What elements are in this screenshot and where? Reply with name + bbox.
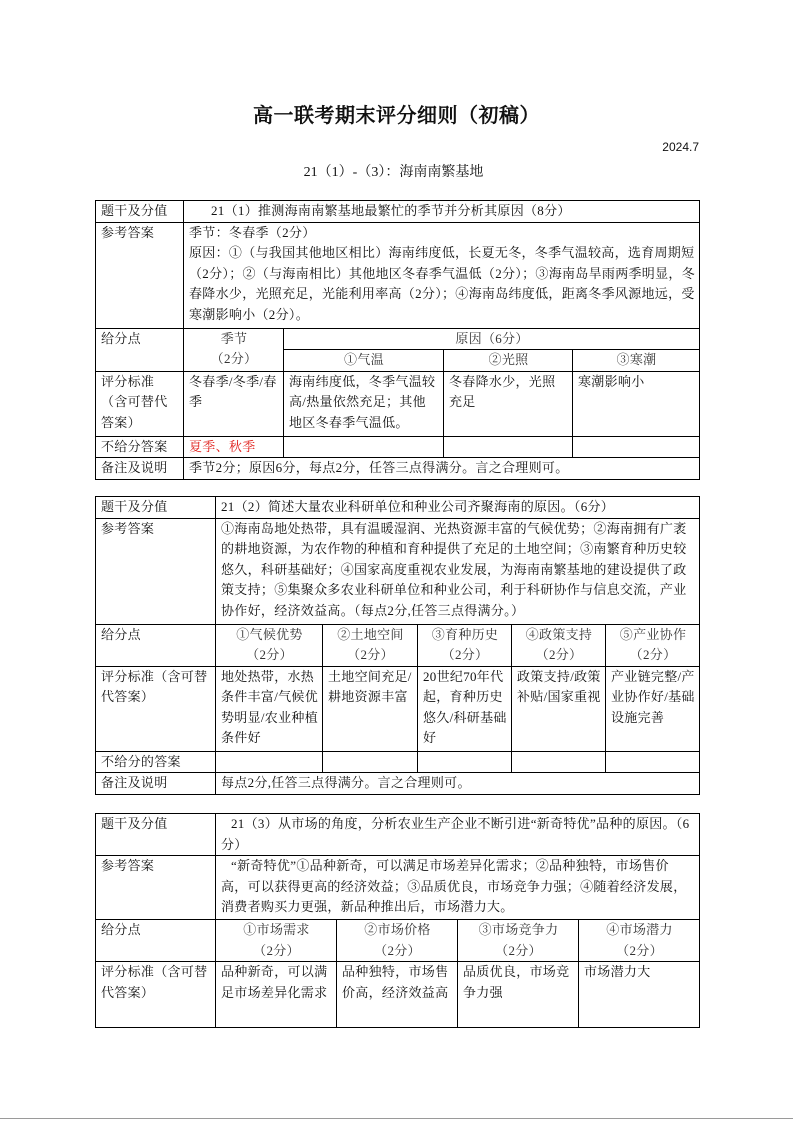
q3-criteria-price: 品种独特，市场售价高，经济效益高: [337, 962, 458, 1028]
q3-point-name: ④市场潜力: [606, 922, 673, 937]
q3-criteria-row: [96, 962, 700, 1028]
rubric-table-q3: [95, 813, 700, 1028]
q2-point-history: [418, 624, 512, 666]
q3-points-row: [96, 920, 700, 962]
empty-cell: [606, 751, 700, 773]
q1-subpoint-sunlight: ②光照: [444, 350, 573, 372]
q3-point-score: （2分）: [253, 942, 300, 958]
page-bottom-rule: [0, 1118, 793, 1119]
q1-question-row: [96, 201, 700, 223]
q2-point-name: ③育种历史: [431, 626, 499, 642]
q3-point-demand: [216, 920, 337, 962]
empty-cell: [323, 751, 418, 773]
q1-subpoint-temperature: ①气温: [284, 350, 444, 372]
q1-points-row: [96, 328, 700, 350]
q1-point-season-score: （2分）: [210, 351, 258, 366]
q3-point-price: [337, 920, 458, 962]
q2-point-land: [323, 624, 418, 666]
q3-criteria-demand: 品种新奇，可以满足市场差异化需求: [216, 962, 337, 1028]
q1-answer-reason: 原因：①（与我国其他地区相比）海南纬度低，长夏无冬，冬季气温较高，选育周期短（2分）；②（与海南相比）其他地区冬春季气温低（2分）；③海南岛旱雨两季明显，冬春降水少，光照充足，光能利用率高（2分）；④海南岛纬度低，距离冬季风源地远，受寒潮影响小（2分）。: [189, 245, 696, 322]
q3-point-name: ③市场竞争力: [478, 922, 559, 937]
q1-answer-label: 参考答案: [96, 222, 184, 328]
q2-note-label: 备注及说明: [96, 773, 216, 795]
q3-question-text: 21（3）从市场的角度，分析农业生产企业不断引进“新奇特优”品种的原因。（6分）: [216, 814, 700, 856]
document-date: 2024.7: [662, 140, 699, 154]
document-subtitle: 21（1）-（3）：海南南繁基地: [303, 165, 484, 180]
document-title: 高一联考期末评分细则（初稿）: [253, 105, 540, 127]
q1-answer-row: [96, 222, 700, 328]
q2-answer-label: 参考答案: [96, 518, 216, 624]
q2-criteria-label: 评分标准（含可替代答案）: [96, 666, 216, 751]
q2-criteria-climate: 地处热带，水热条件丰富/气候优势明显/农业种植条件好: [216, 666, 323, 751]
empty-cell: [512, 751, 606, 773]
empty-cell: [444, 436, 573, 458]
q1-criteria-temperature: 海南纬度低，冬季气温较高/热量依然充足；其他地区冬春季气温低。: [284, 371, 444, 436]
q1-points-label: 给分点: [96, 328, 184, 371]
q1-answer-cell: [184, 222, 700, 328]
q1-criteria-label: 评分标准（含可替代答案）: [96, 371, 184, 436]
q2-point-score: （2分）: [535, 647, 583, 662]
q1-note-label: 备注及说明: [96, 458, 184, 480]
q2-point-score: （2分）: [441, 647, 489, 662]
q3-question-row: [96, 814, 700, 856]
q2-question-text: 21（2）简述大量农业科研单位和种业公司齐聚海南的原因。（6分）: [216, 497, 700, 519]
q1-note-text: 季节2分；原因6分，每点2分，任答三点得满分。言之合理则可。: [184, 458, 700, 480]
q2-criteria-industry: 产业链完整/产业协作好/基础设施完善: [606, 666, 700, 751]
q1-note-row: [96, 458, 700, 480]
q2-answer-text: ①海南岛地处热带，具有温暖湿润、光热资源丰富的气候优势；②海南拥有广袤的耕地资源，为农作物的种植和育种提供了充足的土地空间；③南繁育种历史较悠久，科研基础好；④国家高度重视农业发展，为海南南繁基地的建设提供了政策支持；⑤集聚众多农业科研单位和种业公司，利于科研协作与信息交流，产业协作好，经济效益高。（每点2分,任答三点得满分。）: [216, 518, 700, 624]
q1-criteria-season: 冬春季/冬季/春季: [184, 371, 284, 436]
empty-cell: [216, 751, 323, 773]
q1-no-score-label: 不给分答案: [96, 436, 184, 458]
q2-points-row: [96, 624, 700, 666]
q2-point-policy: [512, 624, 606, 666]
q3-point-name: ①市场需求: [243, 922, 310, 937]
q2-point-score: （2分）: [629, 647, 677, 662]
q1-criteria-sunlight: 冬春降水少，光照充足: [444, 371, 573, 436]
q2-question-row: [96, 497, 700, 519]
q3-answer-label: 参考答案: [96, 856, 216, 920]
q3-question-label: 题干及分值: [96, 814, 216, 856]
q1-question-text: 21（1）推测海南南繁基地最繁忙的季节并分析其原因（8分）: [184, 201, 700, 223]
q2-criteria-row: [96, 666, 700, 751]
q2-criteria-policy: 政策支持/政策补贴/国家重视: [512, 666, 606, 751]
rubric-table-q1: [95, 200, 700, 480]
q2-point-name: ②土地空间: [337, 626, 404, 642]
rubric-table-q2: [95, 496, 700, 795]
q3-point-potential: [579, 920, 700, 962]
q1-criteria-row: [96, 371, 700, 436]
q1-point-reason: 原因（6分）: [284, 328, 700, 350]
q3-point-score: （2分）: [495, 942, 542, 958]
q2-points-label: 给分点: [96, 624, 216, 666]
q1-subpoint-coldwave: ③寒潮: [573, 350, 700, 372]
empty-cell: [284, 436, 444, 458]
q3-point-score: （2分）: [374, 942, 421, 958]
q2-point-industry: [606, 624, 700, 666]
q2-point-climate: [216, 624, 323, 666]
q2-point-score: （2分）: [347, 647, 394, 662]
q1-no-score-answer: 夏季、秋季: [184, 436, 284, 458]
q1-point-season-name: 季节: [220, 330, 248, 346]
q1-no-score-row: [96, 436, 700, 458]
q1-answer-season: 季节：冬春季（2分）: [189, 224, 316, 240]
q2-point-name: ④政策支持: [525, 626, 593, 642]
q2-criteria-land: 土地空间充足/耕地资源丰富: [323, 666, 418, 751]
q2-point-name: ①气候优势: [236, 626, 303, 642]
q2-no-score-row: [96, 751, 700, 773]
q2-no-score-label: 不给分的答案: [96, 751, 216, 773]
q1-point-season: [184, 328, 284, 371]
q3-point-name: ②市场价格: [364, 922, 431, 937]
q2-point-score: （2分）: [246, 647, 293, 662]
q1-question-label: 题干及分值: [96, 201, 184, 223]
q2-criteria-history: 20世纪70年代起，育种历史悠久/科研基础好: [418, 666, 512, 751]
q2-note-row: [96, 773, 700, 795]
q3-answer-row: [96, 856, 700, 920]
q3-points-label: 给分点: [96, 920, 216, 962]
q2-answer-row: [96, 518, 700, 624]
q2-point-name: ⑤产业协作: [619, 626, 687, 642]
q3-point-score: （2分）: [616, 942, 663, 958]
q1-criteria-coldwave: 寒潮影响小: [573, 371, 700, 436]
q3-criteria-label: 评分标准（含可替代答案）: [96, 962, 216, 1028]
empty-cell: [573, 436, 700, 458]
q3-criteria-potential: 市场潜力大: [579, 962, 700, 1028]
q2-note-text: 每点2分,任答三点得满分。言之合理则可。: [216, 773, 700, 795]
q2-question-label: 题干及分值: [96, 497, 216, 519]
q3-answer-text: “新奇特优”①品种新奇，可以满足市场差异化需求；②品种独特，市场售价高，可以获得更高的经济效益；③品质优良，市场竞争力强；④随着经济发展，消费者购买力更强，新品种推出后，市场潜力大。: [216, 856, 700, 920]
q3-criteria-competitiveness: 品质优良，市场竞争力强: [458, 962, 579, 1028]
q3-point-competitiveness: [458, 920, 579, 962]
empty-cell: [418, 751, 512, 773]
